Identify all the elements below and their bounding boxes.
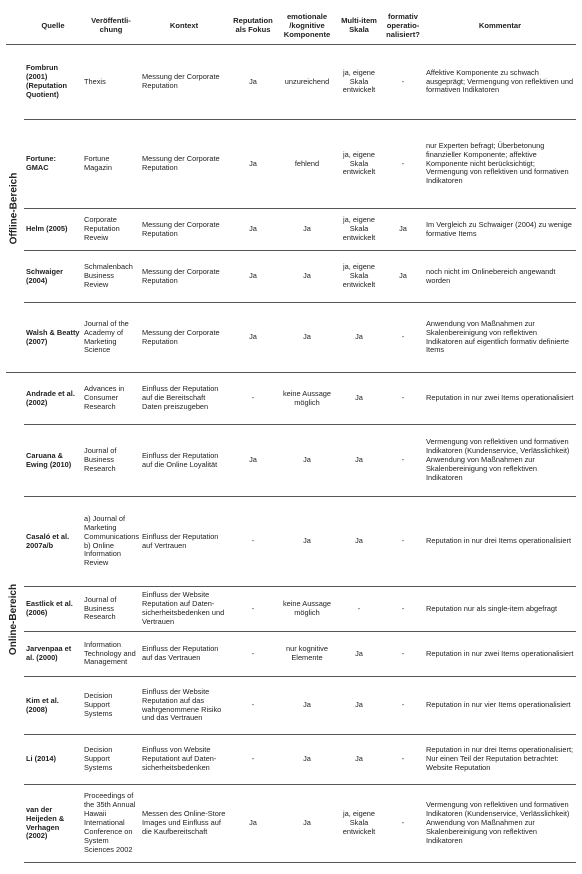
cell-veroeffentlichung: Thexis: [82, 45, 140, 120]
cell-multi-item: Ja: [336, 735, 382, 785]
cell-emotional: Ja: [278, 425, 336, 497]
section-online: [6, 372, 22, 866]
section-top-rule: [6, 44, 576, 45]
cell-multi-item: ja, eigene Skala entwickelt: [336, 209, 382, 251]
cell-kontext: Messen des Online-Store Images und Einfluss auf die Kaufbereitschaft: [140, 785, 228, 863]
cell-formativ: -: [382, 497, 424, 587]
cell-emotional: keine Aussage möglich: [278, 373, 336, 425]
section-offline-label: Offline-Bereich: [8, 172, 20, 244]
section-offline: [6, 44, 22, 372]
literature-table: [24, 6, 576, 863]
cell-veroeffentlichung: Advances in Consumer Research: [82, 373, 140, 425]
cell-kontext: Einfluss der Reputation auf das Vertrauen: [140, 632, 228, 677]
cell-veroeffentlichung: Proceedings of the 35th Annual Hawaii International Conference on System Sciences 2002: [82, 785, 140, 863]
table-row: [24, 303, 576, 373]
cell-reputation: Ja: [228, 45, 278, 120]
col-reputation: Reputation als Fokus: [233, 16, 273, 34]
cell-kommentar: Anwendung von Maßnahmen zur Skalenbereinigung von reflektiven Indikatoren auf eigentlich formativ definierte Items: [424, 303, 576, 373]
cell-veroeffentlichung: Information Technology and Management: [82, 632, 140, 677]
cell-kontext: Einfluss der Website Reputation auf Daten-sicherheitsbedenken und Vertrauen: [140, 587, 228, 632]
table-row: [24, 632, 576, 677]
cell-multi-item: ja, eigene Skala entwickelt: [336, 45, 382, 120]
cell-reputation: Ja: [228, 120, 278, 209]
table-row: [24, 373, 576, 425]
cell-formativ: -: [382, 677, 424, 735]
cell-quelle: Fombrun (2001) (Reputation Quotient): [24, 45, 82, 120]
cell-kontext: Messung der Corporate Reputation: [140, 303, 228, 373]
cell-reputation: -: [228, 497, 278, 587]
cell-veroeffentlichung: Corporate Reputation Reveiw: [82, 209, 140, 251]
cell-quelle: Helm (2005): [24, 209, 82, 251]
col-kommentar: Kommentar: [478, 20, 522, 30]
cell-reputation: -: [228, 587, 278, 632]
cell-veroeffentlichung: Fortune Magazin: [82, 120, 140, 209]
cell-formativ: -: [382, 425, 424, 497]
cell-formativ: Ja: [382, 251, 424, 303]
cell-formativ: -: [382, 120, 424, 209]
cell-quelle: Eastlick et al. (2006): [24, 587, 82, 632]
cell-formativ: -: [382, 785, 424, 863]
table-row: [24, 587, 576, 632]
cell-multi-item: Ja: [336, 632, 382, 677]
col-multi-item: Multi-item Skala: [341, 16, 377, 34]
cell-reputation: Ja: [228, 425, 278, 497]
cell-veroeffentlichung: Journal of Business Research: [82, 425, 140, 497]
cell-quelle: van der Heijeden & Verhagen (2002): [24, 785, 82, 863]
cell-emotional: Ja: [278, 497, 336, 587]
section-divider: [6, 372, 576, 373]
cell-emotional: fehlend: [278, 120, 336, 209]
cell-kontext: Messung der Corporate Reputation: [140, 45, 228, 120]
table-row: [24, 120, 576, 209]
cell-quelle: Andrade et al. (2002): [24, 373, 82, 425]
cell-formativ: Ja: [382, 209, 424, 251]
col-veroeffentlichung: Veröffentli-chung: [91, 16, 131, 34]
table-row: [24, 425, 576, 497]
cell-quelle: Caruana & Ewing (2010): [24, 425, 82, 497]
table-row: [24, 45, 576, 120]
cell-kommentar: nur Experten befragt; Überbetonung finanzieller Komponente; affektive Komponente nicht berücksichtigt; Vermengung von reflektiven und formativen Indikatoren: [424, 120, 576, 209]
cell-emotional: Ja: [278, 735, 336, 785]
col-formativ: formativ operatio-nalisiert?: [386, 11, 420, 39]
cell-formativ: -: [382, 373, 424, 425]
cell-quelle: Kim et al. (2008): [24, 677, 82, 735]
cell-quelle: Jarvenpaa et al. (2000): [24, 632, 82, 677]
cell-kontext: Messung der Corporate Reputation: [140, 251, 228, 303]
cell-formativ: -: [382, 303, 424, 373]
cell-kommentar: Reputation in nur vier Items operationalisiert: [424, 677, 576, 735]
cell-veroeffentlichung: Decision Support Systems: [82, 735, 140, 785]
cell-kontext: Einfluss der Reputation auf die Online Loyalität: [140, 425, 228, 497]
cell-quelle: Walsh & Beatty (2007): [24, 303, 82, 373]
cell-kommentar: Vermengung von reflektiven und formativen Indikatoren (Kundenservice, Verlässlichkeit) Anwendung von Maßnahmen zur Skalenbereinigung von reflektiven Indikatoren: [424, 425, 576, 497]
cell-emotional: keine Aussage möglich: [278, 587, 336, 632]
cell-quelle: Fortune: GMAC: [24, 120, 82, 209]
cell-emotional: nur kognitive Elemente: [278, 632, 336, 677]
cell-emotional: Ja: [278, 677, 336, 735]
cell-kontext: Einfluss der Reputation auf die Bereitschaft Daten preiszugeben: [140, 373, 228, 425]
cell-kommentar: Affektive Komponente zu schwach ausgeprägt; Vermengung von reflektiven und formativen Indikatoren: [424, 45, 576, 120]
cell-reputation: Ja: [228, 209, 278, 251]
cell-kontext: Messung der Corporate Reputation: [140, 209, 228, 251]
section-online-label: Online-Bereich: [8, 583, 20, 655]
cell-reputation: -: [228, 373, 278, 425]
cell-kommentar: Reputation nur als single-item abgefragt: [424, 587, 576, 632]
cell-formativ: -: [382, 735, 424, 785]
cell-emotional: Ja: [278, 251, 336, 303]
cell-kontext: Einfluss der Reputation auf Vertrauen: [140, 497, 228, 587]
cell-quelle: Li (2014): [24, 735, 82, 785]
cell-multi-item: Ja: [336, 373, 382, 425]
col-kontext: Kontext: [169, 20, 199, 30]
cell-multi-item: Ja: [336, 425, 382, 497]
cell-veroeffentlichung: Decision Support Systems: [82, 677, 140, 735]
table-row: [24, 251, 576, 303]
cell-kommentar: noch nicht im Onlinebereich angewandt worden: [424, 251, 576, 303]
table-row: [24, 785, 576, 863]
cell-emotional: Ja: [278, 785, 336, 863]
col-emotional: emotionale /kognitive Komponente: [283, 11, 331, 39]
cell-reputation: Ja: [228, 303, 278, 373]
header-row: [24, 6, 576, 45]
cell-kontext: Einfluss von Website Reputationt auf Daten-sicherheitsbedenken: [140, 735, 228, 785]
cell-multi-item: ja, eigene Skala entwickelt: [336, 251, 382, 303]
cell-multi-item: Ja: [336, 303, 382, 373]
table-row: [24, 735, 576, 785]
cell-veroeffentlichung: Journal of the Academy of Marketing Science: [82, 303, 140, 373]
cell-quelle: Casaló et al. 2007a/b: [24, 497, 82, 587]
cell-kontext: Messung der Corporate Reputation: [140, 120, 228, 209]
cell-emotional: unzureichend: [278, 45, 336, 120]
cell-reputation: Ja: [228, 251, 278, 303]
cell-emotional: Ja: [278, 303, 336, 373]
table-row: [24, 209, 576, 251]
cell-kommentar: Reputation in nur zwei Items operationalisiert: [424, 632, 576, 677]
cell-kommentar: Vermengung von reflektiven und formativen Indikatoren (Kundenservice, Verlässlichkeit) Anwendung von Maßnahmen zur Skalenbereinigung von reflektiven Indikatoren: [424, 785, 576, 863]
cell-multi-item: Ja: [336, 497, 382, 587]
table-row: [24, 497, 576, 587]
cell-reputation: -: [228, 677, 278, 735]
cell-multi-item: -: [336, 587, 382, 632]
cell-veroeffentlichung: a) Journal of Marketing Communications b) Online Information Review: [82, 497, 140, 587]
cell-reputation: -: [228, 632, 278, 677]
cell-emotional: Ja: [278, 209, 336, 251]
cell-kommentar: Reputation in nur drei Items operationalisiert; Nur einen Teil der Reputation betrachtet: Website Reputation: [424, 735, 576, 785]
table-row: [24, 677, 576, 735]
cell-quelle: Schwaiger (2004): [24, 251, 82, 303]
cell-veroeffentlichung: Schmalenbach Business Review: [82, 251, 140, 303]
col-quelle: Quelle: [41, 20, 65, 30]
cell-formativ: -: [382, 632, 424, 677]
literature-table-figure: [6, 6, 576, 868]
cell-multi-item: ja, eigene Skala entwickelt: [336, 785, 382, 863]
cell-kommentar: Reputation in nur drei Items operationalisiert: [424, 497, 576, 587]
cell-formativ: -: [382, 45, 424, 120]
cell-reputation: -: [228, 735, 278, 785]
cell-kommentar: Im Vergleich zu Schwaiger (2004) zu wenige formative Items: [424, 209, 576, 251]
cell-kontext: Einfluss der Website Reputation auf das wahrgenommene Risiko und das Vertrauen: [140, 677, 228, 735]
cell-reputation: Ja: [228, 785, 278, 863]
cell-multi-item: Ja: [336, 677, 382, 735]
cell-formativ: -: [382, 587, 424, 632]
cell-kommentar: Reputation in nur zwei Items operationalisiert: [424, 373, 576, 425]
cell-veroeffentlichung: Journal of Business Research: [82, 587, 140, 632]
cell-multi-item: ja, eigene Skala entwickelt: [336, 120, 382, 209]
